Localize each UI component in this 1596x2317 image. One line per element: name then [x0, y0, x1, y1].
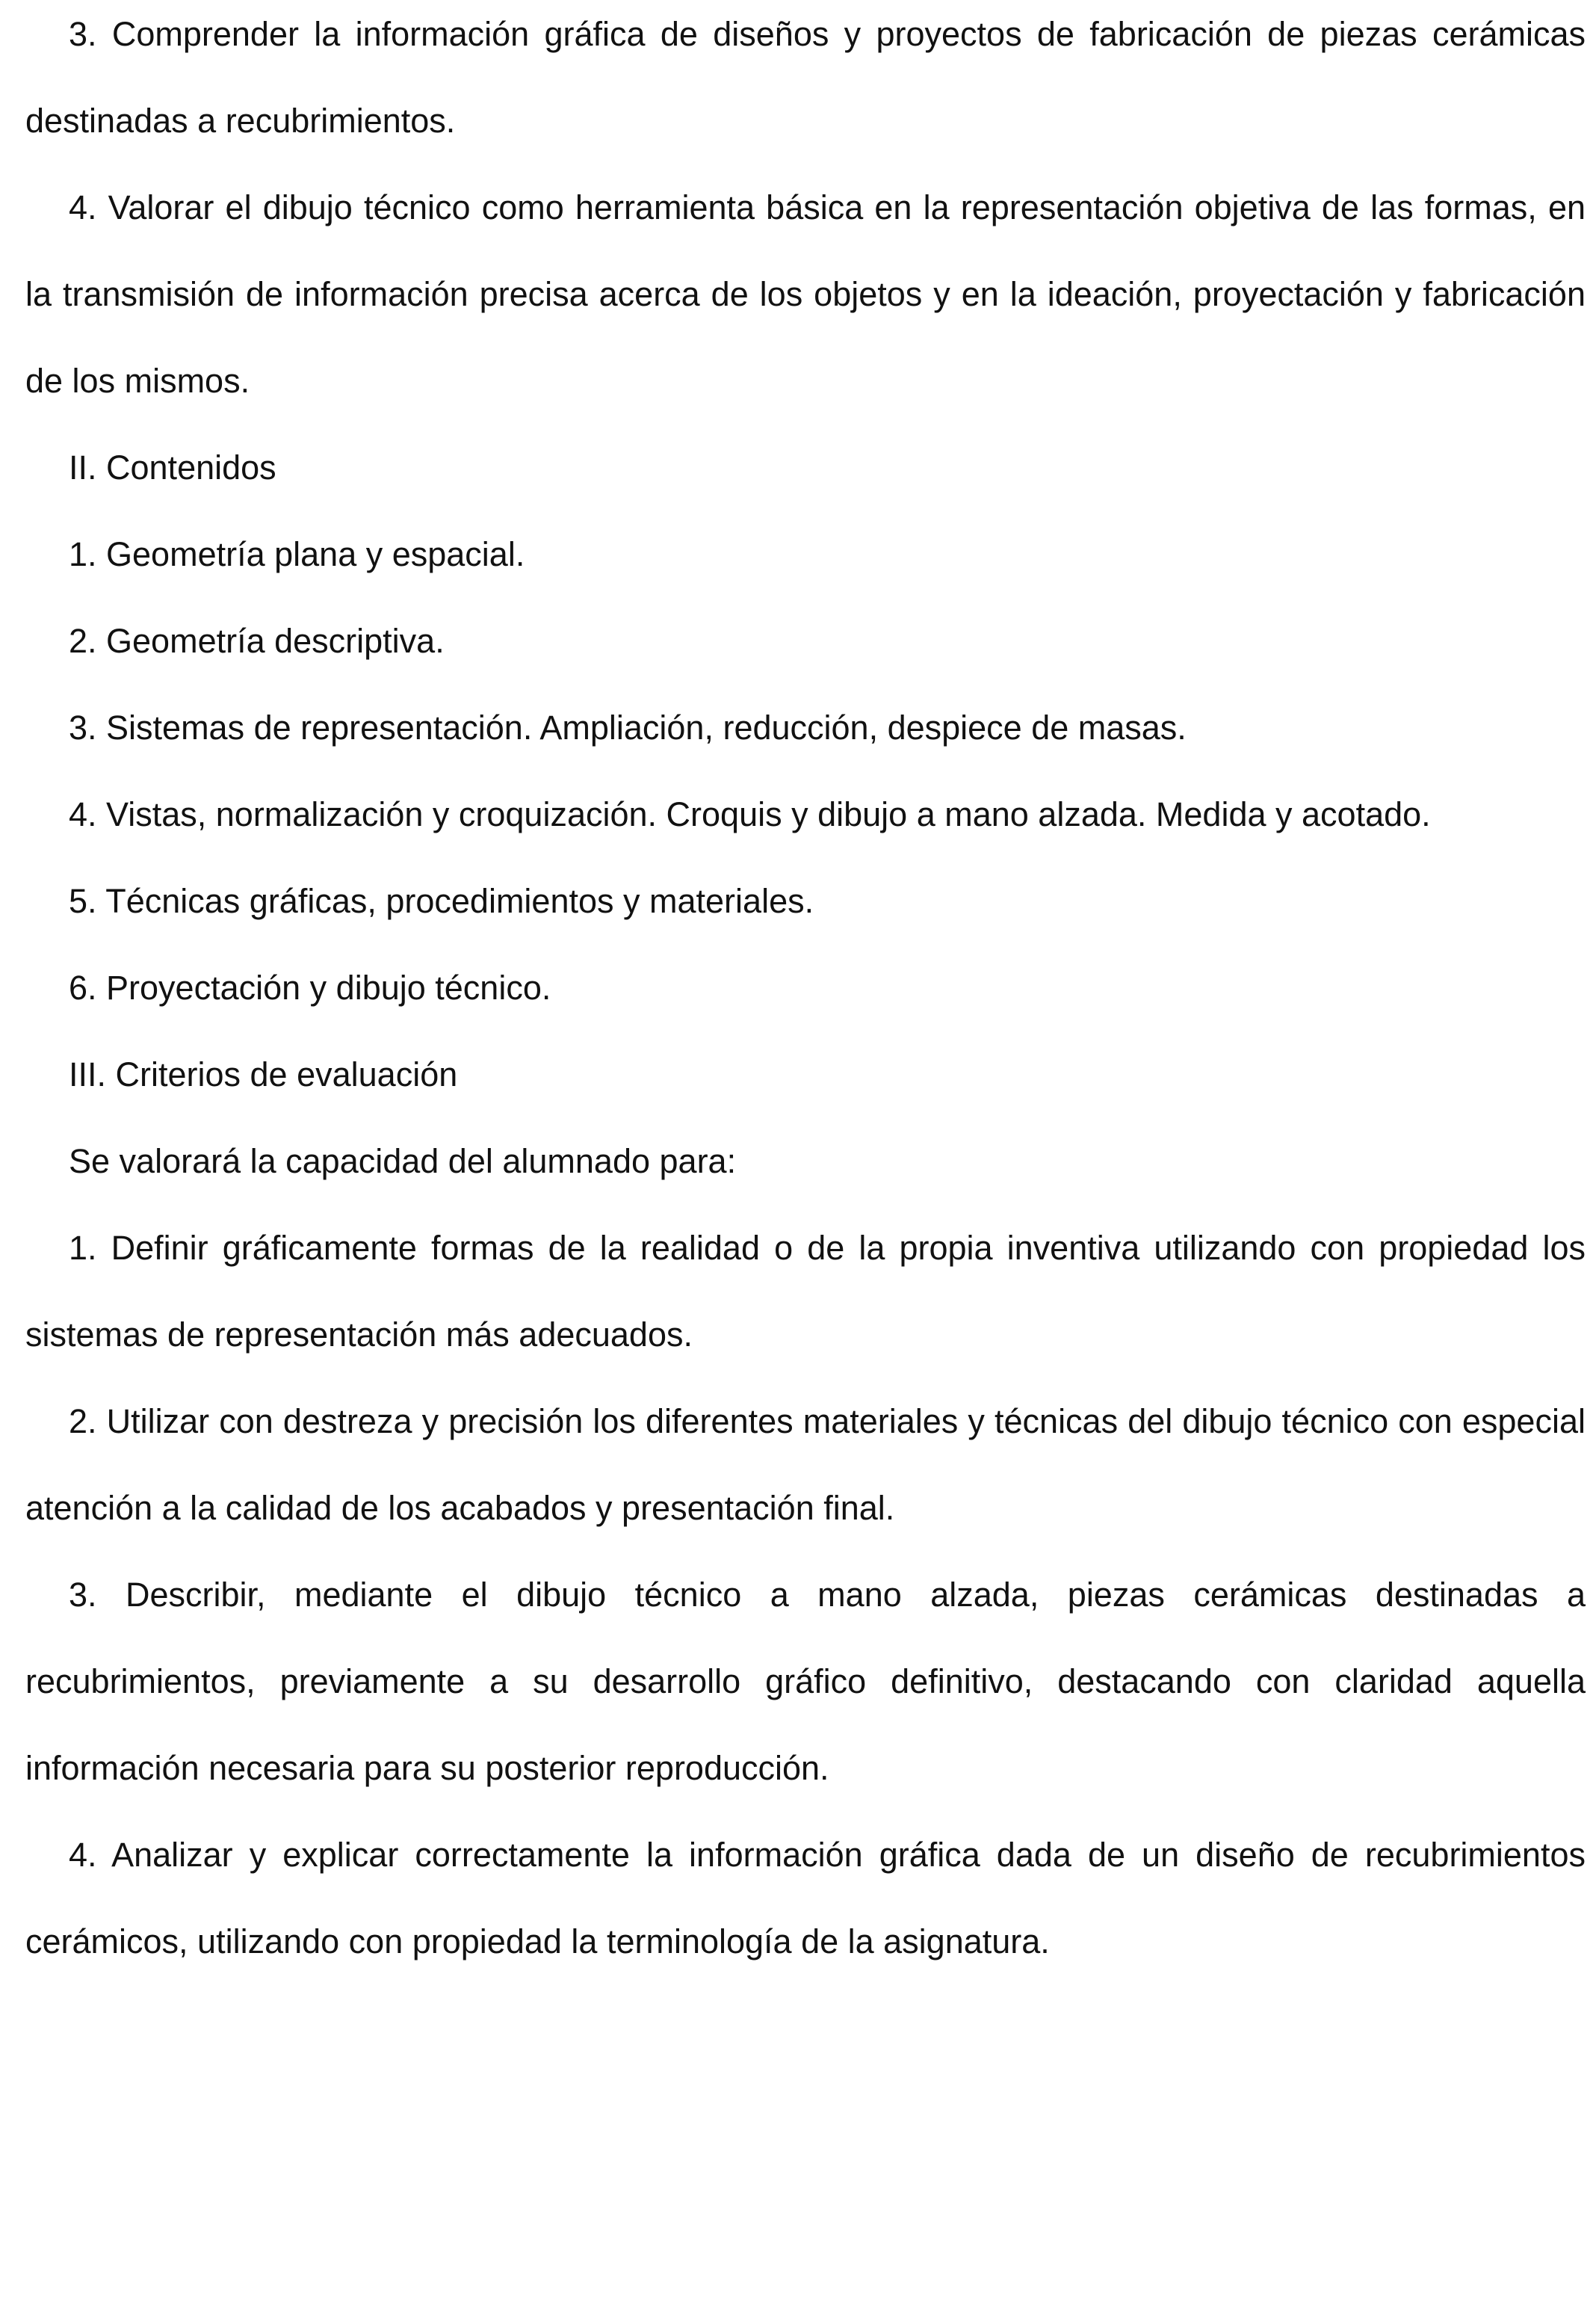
content-item-6: 6. Proyectación y dibujo técnico. — [69, 969, 551, 1007]
content-item-4: 4. Vistas, normalización y croquización. Croquis y dibujo a mano alzada. Medida y acotado. — [69, 795, 1431, 833]
content-item-5: 5. Técnicas gráficas, procedimientos y materiales. — [69, 882, 814, 920]
section-heading-contenidos: II. Contenidos — [69, 448, 276, 487]
content-item-2: 2. Geometría descriptiva. — [69, 622, 445, 660]
document-page — [25, 0, 1586, 1985]
section-heading-criterios: III. Criterios de evaluación — [69, 1055, 458, 1093]
objective-4-paragraph: 4. Valorar el dibujo técnico como herramienta básica en la representación objetiva de las formas, en la transmisión de información precisa acerca de los objetos y en la ideación, proyectación y fabricación de los mismos. — [25, 188, 1586, 400]
content-item-1: 1. Geometría plana y espacial. — [69, 535, 525, 573]
criteria-intro: Se valorará la capacidad del alumnado para: — [69, 1142, 737, 1180]
criteria-item-2: 2. Utilizar con destreza y precisión los diferentes materiales y técnicas del dibujo técnico con especial atención a la calidad de los acabados y presentación final. — [25, 1402, 1586, 1527]
objective-3-paragraph: 3. Comprender la información gráfica de diseños y proyectos de fabricación de piezas cerámicas destinadas a recubrimientos. — [25, 15, 1586, 140]
content-item-3: 3. Sistemas de representación. Ampliación, reducción, despiece de masas. — [69, 709, 1187, 747]
criteria-item-3: 3. Describir, mediante el dibujo técnico a mano alzada, piezas cerámicas destinadas a recubrimientos, previamente a su desarrollo gráfico definitivo, destacando con claridad aquella información necesaria para su posterior reproducción. — [25, 1576, 1586, 1787]
criteria-item-1: 1. Definir gráficamente formas de la realidad o de la propia inventiva utilizando con propiedad los sistemas de representación más adecuados. — [25, 1229, 1586, 1354]
criteria-item-4: 4. Analizar y explicar correctamente la información gráfica dada de un diseño de recubrimientos cerámicos, utilizando con propiedad la terminología de la asignatura. — [25, 1836, 1586, 1960]
